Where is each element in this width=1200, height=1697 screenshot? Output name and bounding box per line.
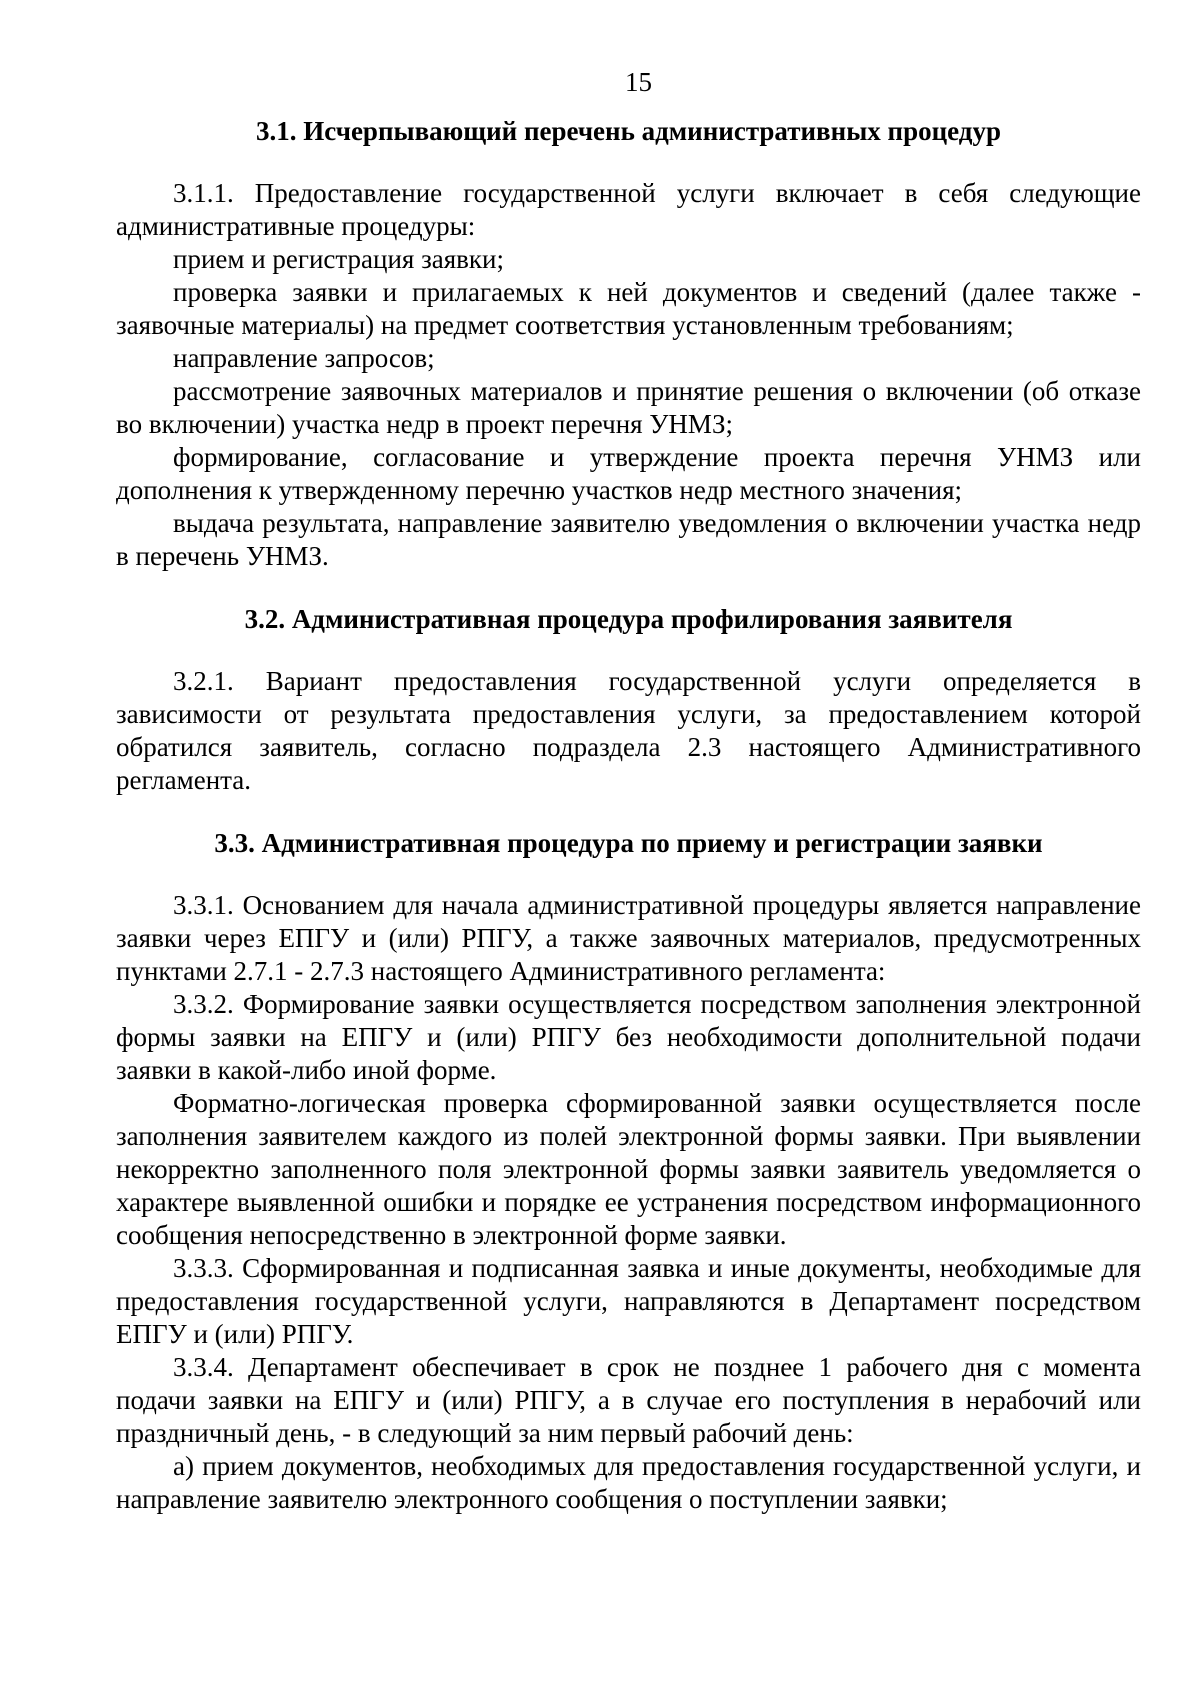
section-3-2: [116, 603, 1141, 797]
paragraph: Форматно-логическая проверка сформированной заявки осуществляется после заполнения заявителем каждого из полей электронной формы заявки. При выявлении некорректно заполненного поля электронной формы заявки заявитель уведомляется о характере выявленной ошибки и порядке ее устранения посредством информационного сообщения непосредственно в электронной форме заявки.: [116, 1088, 1141, 1250]
paragraph: 3.3.1. Основанием для начала административной процедуры является направление заявки через ЕПГУ и (или) РПГУ, а также заявочных материалов, предусмотренных пунктами 2.7.1 - 2.7.3 настоящего Административного регламента:: [116, 890, 1141, 986]
list-item: прием и регистрация заявки;: [173, 244, 504, 274]
document-page: [116, 66, 1141, 1516]
paragraph: 3.3.2. Формирование заявки осуществляется посредством заполнения электронной формы заявки на ЕПГУ и (или) РПГУ без необходимости дополнительной подачи заявки в какой-либо иной форме.: [116, 989, 1141, 1085]
list-item: выдача результата, направление заявителю уведомления о включении участка недр в перечень УНМЗ.: [116, 508, 1141, 571]
section-heading: 3.2. Административная процедура профилирования заявителя: [244, 604, 1013, 634]
section-3-1: [116, 115, 1141, 573]
paragraph: 3.1.1. Предоставление государственной услуги включает в себя следующие административные процедуры:: [116, 178, 1141, 241]
section-heading: 3.3. Административная процедура по приему и регистрации заявки: [214, 828, 1043, 858]
list-item: рассмотрение заявочных материалов и принятие решения о включении (об отказе во включении) участка недр в проект перечня УНМЗ;: [116, 376, 1141, 439]
page-number: 15: [625, 67, 652, 97]
list-item: формирование, согласование и утверждение проекта перечня УНМЗ или дополнения к утвержденному перечню участков недр местного значения;: [116, 442, 1141, 505]
paragraph: а) прием документов, необходимых для предоставления государственной услуги, и направление заявителю электронного сообщения о поступлении заявки;: [116, 1451, 1141, 1514]
paragraph: 3.2.1. Вариант предоставления государственной услуги определяется в зависимости от результата предоставления услуги, за предоставлением которой обратился заявитель, согласно подраздела 2.3 настоящего Административного регламента.: [116, 666, 1141, 795]
section-3-3: [116, 827, 1141, 1516]
spacer: [116, 797, 1141, 827]
spacer: [116, 573, 1141, 603]
list-item: направление запросов;: [173, 343, 435, 373]
section-heading: 3.1. Исчерпывающий перечень административных процедур: [256, 116, 1001, 146]
paragraph: 3.3.4. Департамент обеспечивает в срок не позднее 1 рабочего дня с момента подачи заявки на ЕПГУ и (или) РПГУ, а в случае его поступления в нерабочий или праздничный день, - в следующий за ним первый рабочий день:: [116, 1352, 1141, 1448]
list-item: проверка заявки и прилагаемых к ней документов и сведений (далее также - заявочные материалы) на предмет соответствия установленным требованиям;: [116, 277, 1141, 340]
paragraph: 3.3.3. Сформированная и подписанная заявка и иные документы, необходимые для предоставления государственной услуги, направляются в Департамент посредством ЕПГУ и (или) РПГУ.: [116, 1253, 1141, 1349]
